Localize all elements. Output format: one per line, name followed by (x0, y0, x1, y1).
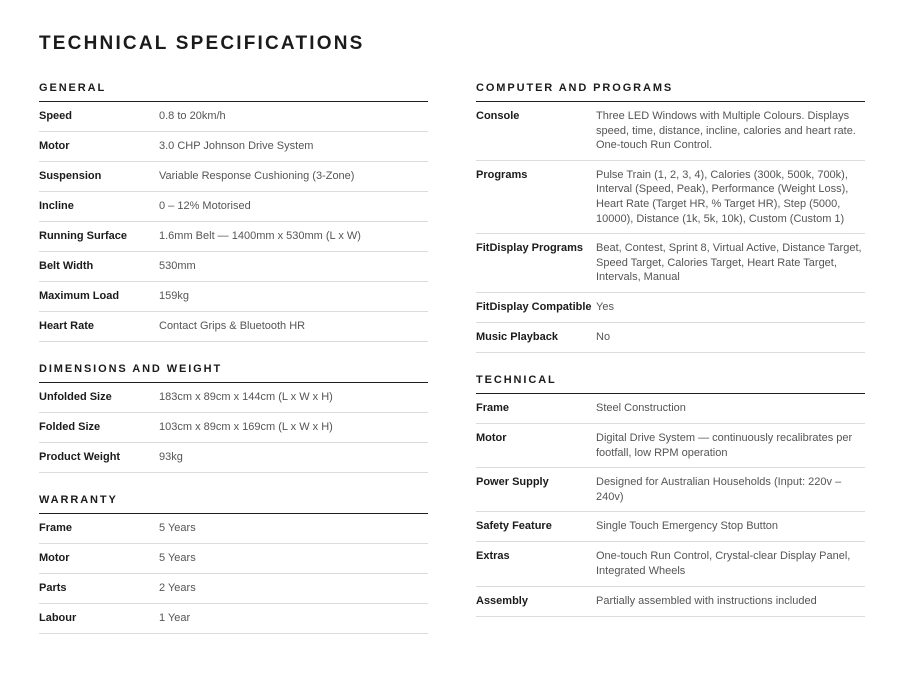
spec-label: Motor (39, 552, 70, 564)
spec-value: 1 Year (159, 612, 191, 624)
spec-row (39, 312, 428, 342)
spec-value: 93kg (159, 451, 183, 463)
spec-value: 5 Years (159, 522, 196, 534)
spec-value: 183cm x 89cm x 144cm (L x W x H) (159, 391, 333, 403)
spec-label: Incline (39, 200, 74, 212)
spec-row (476, 293, 865, 323)
spec-label: Belt Width (39, 260, 94, 272)
spec-row (476, 323, 865, 353)
section-heading: COMPUTER AND PROGRAMS (476, 82, 865, 102)
spec-value: Partially assembled with instructions included (596, 594, 817, 607)
spec-value: Pulse Train (1, 2, 3, 4), Calories (300k, 500k, 700k), Interval (Speed, Peak), Performance (Weight Loss), Heart Rate (Target HR, % Target HR), Step (5000, 10000), Distance (1k, 5k, 10k), Custom (Custom 1) (596, 168, 849, 225)
spec-value: 103cm x 89cm x 169cm (L x W x H) (159, 421, 333, 433)
spec-value: Single Touch Emergency Stop Button (596, 520, 779, 533)
spec-row (476, 542, 865, 586)
spec-value: 5 Years (159, 552, 196, 564)
spec-label: Maximum Load (39, 290, 120, 302)
spec-label: Power Supply (476, 476, 549, 489)
spec-label: Music Playback (476, 330, 558, 343)
spec-row (39, 574, 428, 604)
spec-row (39, 102, 428, 132)
spec-section (39, 363, 428, 473)
spec-section (476, 374, 865, 617)
spec-label: Motor (476, 431, 507, 444)
spec-row (476, 468, 865, 512)
spec-value: 159kg (159, 290, 189, 302)
spec-value: No (596, 330, 611, 343)
spec-label: Labour (39, 612, 77, 624)
spec-label: Product Weight (39, 451, 121, 463)
section-heading: WARRANTY (39, 494, 428, 514)
spec-value: 3.0 CHP Johnson Drive System (159, 140, 314, 152)
spec-value: Yes (596, 300, 614, 313)
spec-section (39, 82, 428, 342)
spec-row (476, 424, 865, 468)
spec-label: Folded Size (39, 421, 101, 433)
spec-label: Motor (39, 140, 70, 152)
spec-label: Safety Feature (476, 520, 552, 533)
spec-label: Frame (39, 522, 73, 534)
spec-value: Three LED Windows with Multiple Colours. Displays speed, time, distance, incline, calories and heart rate. One-touch Run Control. (596, 110, 856, 152)
spec-row (476, 161, 865, 234)
spec-row (476, 587, 865, 617)
spec-label: Parts (39, 582, 67, 594)
spec-label: Programs (476, 168, 528, 181)
spec-label: FitDisplay Programs (476, 242, 583, 255)
spec-row (39, 222, 428, 252)
spec-section (39, 494, 428, 634)
spec-row (39, 443, 428, 473)
spec-label: Assembly (476, 594, 528, 607)
spec-row (39, 604, 428, 634)
spec-value: Variable Response Cushioning (3-Zone) (159, 170, 355, 182)
page-title: TECHNICAL SPECIFICATIONS (39, 33, 365, 54)
spec-row (39, 413, 428, 443)
spec-value: Designed for Australian Households (Input: 220v – 240v) (596, 476, 842, 503)
spec-label: Unfolded Size (39, 391, 112, 403)
spec-value: Steel Construction (596, 401, 686, 414)
spec-row (476, 234, 865, 293)
spec-section (476, 82, 865, 353)
spec-value: Beat, Contest, Sprint 8, Virtual Active, Distance Target, Speed Target, Calories Target, Heart Rate Target, Intervals, Manual (596, 242, 862, 284)
spec-value: Digital Drive System — continuously recalibrates per footfall, low RPM operation (596, 431, 853, 459)
spec-row (39, 544, 428, 574)
spec-value: 2 Years (159, 582, 196, 594)
section-heading: TECHNICAL (476, 374, 865, 394)
spec-value: Contact Grips & Bluetooth HR (159, 320, 306, 332)
spec-row (39, 162, 428, 192)
spec-label: Frame (476, 401, 510, 414)
spec-row (476, 394, 865, 424)
spec-label: Console (476, 110, 520, 122)
spec-row (39, 514, 428, 544)
spec-row (39, 132, 428, 162)
spec-label: Heart Rate (39, 320, 95, 332)
spec-value: 1.6mm Belt — 1400mm x 530mm (L x W) (159, 230, 361, 242)
spec-label: FitDisplay Compatible (476, 300, 592, 313)
section-heading: GENERAL (39, 82, 428, 102)
spec-row (39, 282, 428, 312)
left-column (39, 82, 428, 655)
spec-value: 0.8 to 20km/h (159, 110, 226, 122)
section-heading: DIMENSIONS AND WEIGHT (39, 363, 428, 383)
spec-value: 530mm (159, 260, 196, 272)
right-column (476, 82, 865, 638)
spec-label: Running Surface (39, 230, 128, 242)
spec-row (476, 512, 865, 542)
spec-row (39, 383, 428, 413)
spec-label: Suspension (39, 170, 102, 182)
spec-row (39, 192, 428, 222)
spec-value: 0 – 12% Motorised (159, 200, 251, 212)
spec-row (476, 102, 865, 161)
spec-value: One-touch Run Control, Crystal-clear Display Panel, Integrated Wheels (596, 550, 851, 577)
spec-label: Speed (39, 110, 73, 122)
spec-label: Extras (476, 550, 510, 563)
spec-row (39, 252, 428, 282)
